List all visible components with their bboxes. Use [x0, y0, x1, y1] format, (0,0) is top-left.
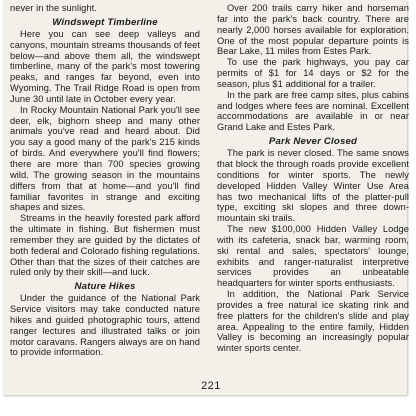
- left-column: [10, 3, 200, 358]
- never-closed-paragraph: The park is never closed. The same snows that block the through roads provide excellent conditions for winter sports. The newly developed Hidden Valley Winter Use Area has two mechanical lifts of the platter-pull type, exciting ski slopes and three down-mountain ski trails.: [217, 148, 409, 224]
- camps-paragraph: In the park are free camp sites, plus cabins and lodges where fees are nominal. Excellent accommodations are available in or near Grand Lake and Estes Park.: [217, 89, 409, 133]
- lodge-paragraph: The new $100,000 Hidden Valley Lodge with its cafeteria, snack bar, warming room, ski rental and sales, spectators' lounge, exhibits and ranger-naturalist interpretive services provides an unbeatable headquarters for winter sports enthusiasts.: [217, 224, 409, 289]
- intro-paragraph: never in the sunlight.: [10, 3, 97, 13]
- park-never-closed-heading: Park Never Closed: [268, 136, 358, 148]
- streams-paragraph: Streams in the heavily forested park afford the ultimate in fishing. But fishermen must remember they are guided by the dictates of both federal and Colorado fishing regulations. Other than that the sizes of their catches are ruled only by their skill—and luck.: [10, 213, 200, 278]
- highways-paragraph: To use the park highways, you pay car permits of $1 for 14 days or $2 for the season, plus $1 additional for a trailer.: [217, 57, 409, 89]
- book-page: [3, 0, 407, 395]
- page-number: 221: [201, 380, 221, 392]
- wildlife-paragraph: In Rocky Mountain National Park you'll see deer, elk, bighorn sheep and many other animals you've read and heard about. Did you say a good many of the park's 215 kinds of birds. And everywhere you'll find flowers; there are more than 700 species growing wild. The growing season in the mountains differs from that at home—and you'll find familiar favorites in strange and exciting shapes and sizes.: [10, 104, 200, 213]
- windswept-heading: Windswept Timberline: [52, 16, 158, 28]
- right-column: [217, 3, 409, 354]
- trails-paragraph: Over 200 trails carry hiker and horseman far into the park's back country. There are nearly 2,000 horses available for exploration. One of the most popular departure points is Bear Lake, 11 miles from Estes Park.: [217, 3, 409, 57]
- nature-hikes-heading: Nature Hikes: [74, 281, 136, 293]
- nature-hikes-paragraph: Under the guidance of the National Park Service visitors may take conducted nature hikes and guided photographic tours, attend ranger lectures and illustrated talks or join motor caravans. Rangers always are on hand to provide information.: [10, 293, 200, 358]
- park-service-paragraph: In addition, the National Park Service provides a free natural ice skating rink and free platters for the children's slide and play area. Appealing to the entire family, Hidden Valley is becoming an increasingly popular winter sports center.: [217, 289, 409, 354]
- windswept-paragraph: Here you can see deep valleys and canyons, mountain streams thousands of feet below—and above them all, the windswept timberline, many of the park's most towering peaks, and ranges far beyond, even into Wyoming. The Trail Ridge Road is open from June 30 until late in October every year.: [10, 28, 200, 104]
